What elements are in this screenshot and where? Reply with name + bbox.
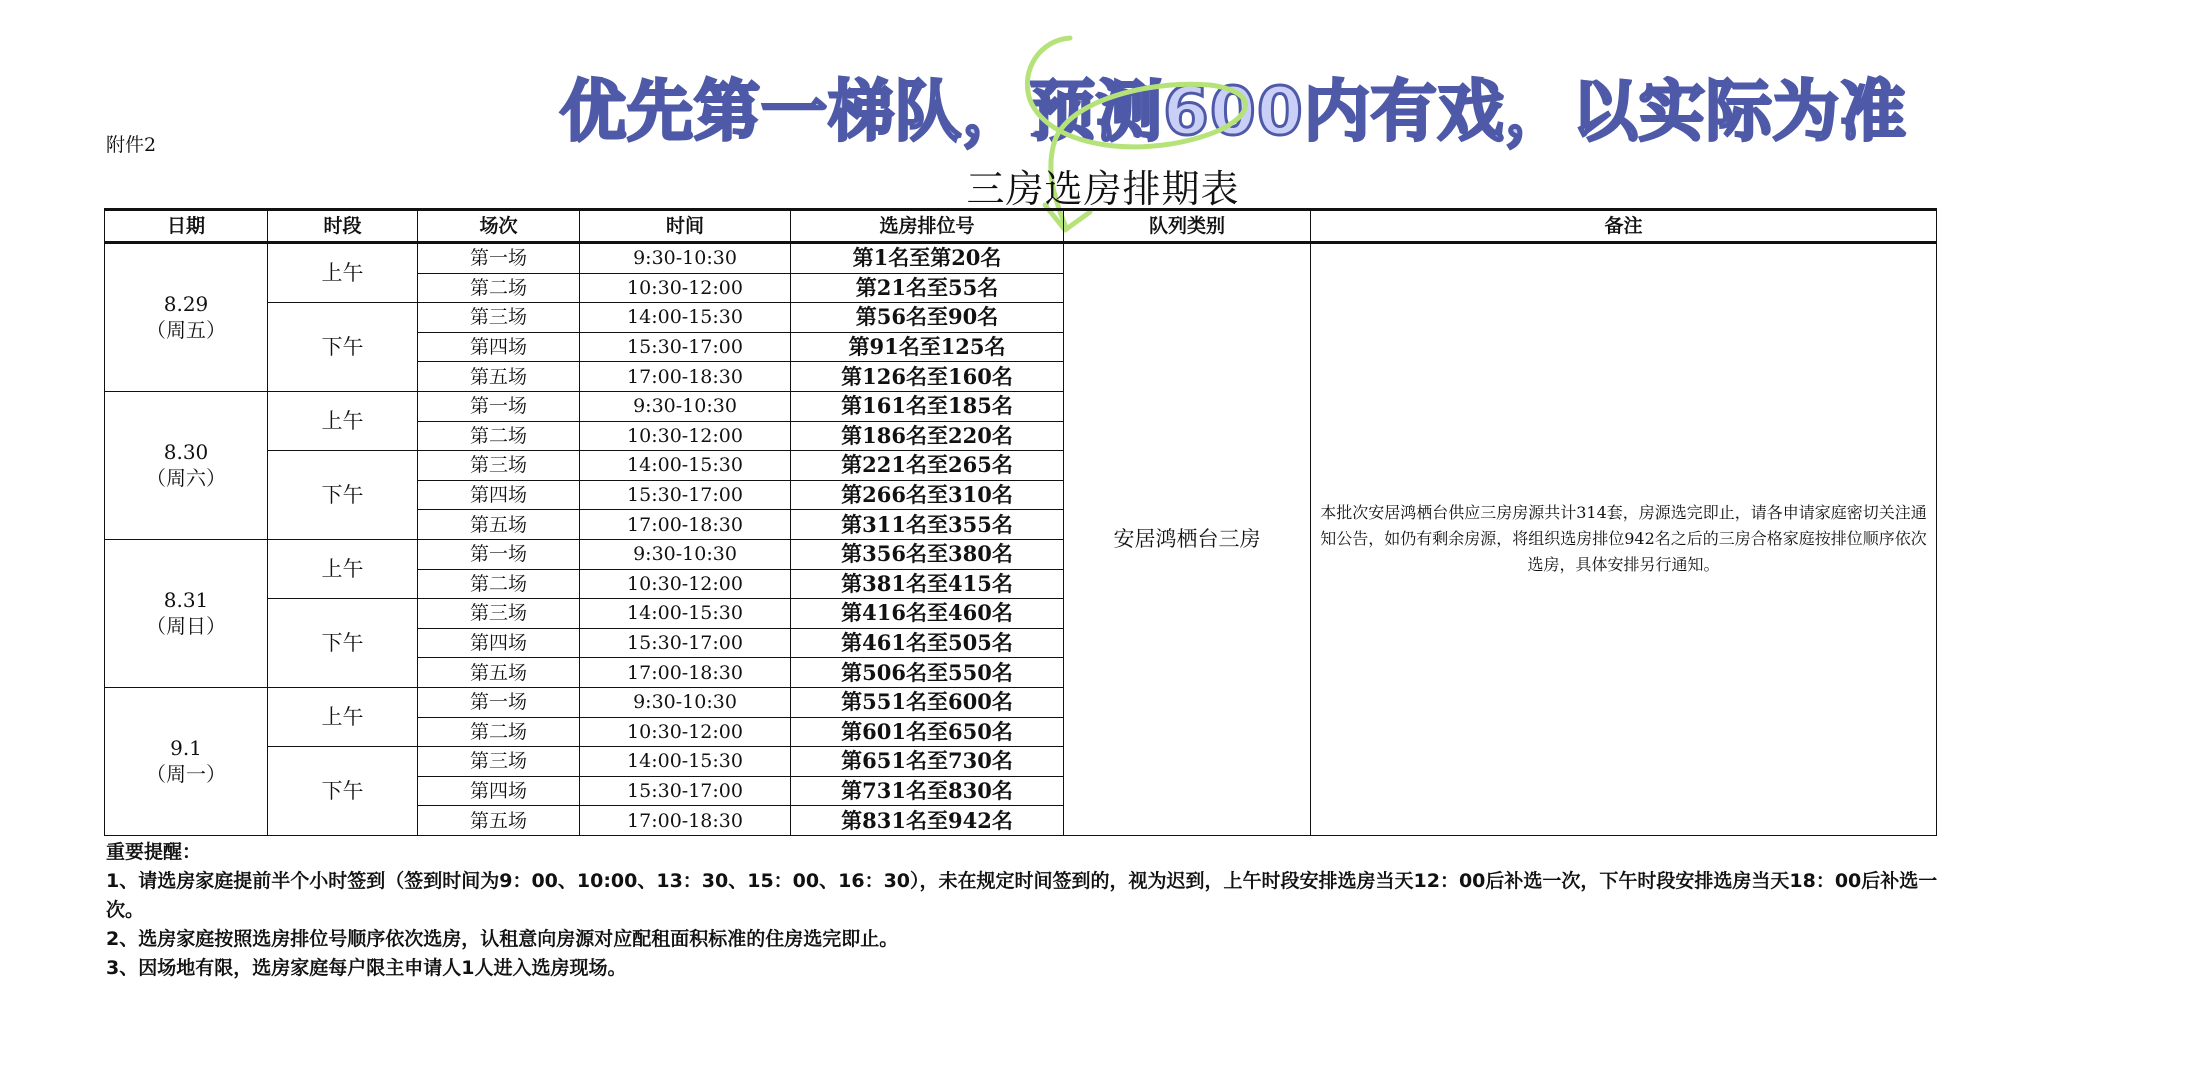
session-cell: 第四场 (418, 628, 580, 658)
rank-cell: 第1名至第20名 (791, 243, 1064, 274)
rank-cell: 第126名至160名 (791, 362, 1064, 392)
document-title: 三房选房排期表 (966, 167, 1240, 211)
header-date: 日期 (105, 210, 268, 243)
session-cell: 第五场 (418, 806, 580, 836)
time-cell: 17:00-18:30 (580, 362, 791, 392)
rank-cell: 第381名至415名 (791, 569, 1064, 599)
period-cell: 上午 (268, 243, 418, 303)
session-cell: 第一场 (418, 687, 580, 717)
time-cell: 14:00-15:30 (580, 303, 791, 333)
schedule-body (105, 243, 1937, 836)
time-cell: 15:30-17:00 (580, 628, 791, 658)
weekday-value: （周五） (146, 318, 226, 343)
note-item: 3、因场地有限，选房家庭每户限主申请人1人进入选房现场。 (106, 957, 627, 979)
session-cell: 第三场 (418, 599, 580, 629)
time-cell: 15:30-17:00 (580, 480, 791, 510)
table-row (105, 243, 1937, 274)
period-cell: 上午 (268, 391, 418, 450)
session-cell: 第四场 (418, 776, 580, 806)
date-value: 8.31 (163, 588, 209, 613)
session-cell: 第二场 (418, 569, 580, 599)
period-cell: 上午 (268, 687, 418, 746)
session-cell: 第一场 (418, 391, 580, 421)
time-cell: 17:00-18:30 (580, 806, 791, 836)
time-cell: 10:30-12:00 (580, 421, 791, 451)
note-item: 1、请选房家庭提前半个小时签到（签到时间为9：00、10:00、13：30、15：00、16：30），未在规定时间签到的，视为迟到，上午时段安排选房当天12：00后补选一次，下午时段安排选房当天18：00后补选一次。 (106, 870, 1938, 921)
time-cell: 14:00-15:30 (580, 451, 791, 481)
header-remark: 备注 (1311, 210, 1937, 243)
time-cell: 14:00-15:30 (580, 599, 791, 629)
rank-cell: 第506名至550名 (791, 658, 1064, 688)
rank-cell: 第831名至942名 (791, 806, 1064, 836)
time-cell: 10:30-12:00 (580, 273, 791, 303)
rank-cell: 第731名至830名 (791, 776, 1064, 806)
weekday-value: （周六） (146, 466, 226, 491)
remark-cell: 本批次安居鸿栖台供应三房房源共计314套，房源选完即止，请各申请家庭密切关注通知公告，如仍有剩余房源，将组织选房排位942名之后的三房合格家庭按排位顺序依次选房，具体安排另行通知。 (1311, 243, 1937, 836)
session-cell: 第一场 (418, 539, 580, 569)
weekday-value: （周一） (146, 762, 226, 787)
rank-cell: 第551名至600名 (791, 687, 1064, 717)
session-cell: 第一场 (418, 243, 580, 274)
period-cell: 下午 (268, 747, 418, 836)
session-cell: 第二场 (418, 273, 580, 303)
session-cell: 第五场 (418, 510, 580, 540)
rank-cell: 第91名至125名 (791, 332, 1064, 362)
time-cell: 9:30-10:30 (580, 539, 791, 569)
rank-cell: 第601名至650名 (791, 717, 1064, 747)
date-value: 8.30 (163, 440, 209, 465)
period-cell: 上午 (268, 539, 418, 598)
rank-cell: 第416名至460名 (791, 599, 1064, 629)
queue-type-cell: 安居鸿栖台三房 (1064, 243, 1311, 836)
overlay-caption: 优先第一梯队，预测600内有戏，以实际为准 (560, 73, 1907, 150)
session-cell: 第二场 (418, 717, 580, 747)
header-session: 场次 (418, 210, 580, 243)
weekday-value: （周日） (146, 614, 226, 639)
session-cell: 第四场 (418, 332, 580, 362)
date-cell (105, 539, 268, 687)
time-cell: 15:30-17:00 (580, 776, 791, 806)
notes-heading: 重要提醒： (106, 841, 202, 863)
time-cell: 10:30-12:00 (580, 717, 791, 747)
period-cell: 下午 (268, 451, 418, 540)
session-cell: 第三场 (418, 451, 580, 481)
rank-cell: 第221名至265名 (791, 451, 1064, 481)
date-cell (105, 687, 268, 835)
note-item: 2、选房家庭按照选房排位号顺序依次选房，认租意向房源对应配租面积标准的住房选完即止。 (106, 928, 899, 950)
date-cell (105, 243, 268, 392)
rank-cell: 第311名至355名 (791, 510, 1064, 540)
rank-cell: 第461名至505名 (791, 628, 1064, 658)
session-cell: 第四场 (418, 480, 580, 510)
rank-cell: 第186名至220名 (791, 421, 1064, 451)
time-cell: 9:30-10:30 (580, 243, 791, 274)
date-cell (105, 391, 268, 539)
table-header-row (105, 210, 1937, 243)
attachment-label: 附件2 (106, 134, 157, 156)
header-time: 时间 (580, 210, 791, 243)
header-rank: 选房排位号 (791, 210, 1064, 243)
header-queue-type: 队列类别 (1064, 210, 1311, 243)
session-cell: 第三场 (418, 303, 580, 333)
date-value: 9.1 (170, 736, 202, 761)
session-cell: 第五场 (418, 362, 580, 392)
important-notes (106, 838, 1946, 983)
date-value: 8.29 (163, 292, 209, 317)
time-cell: 14:00-15:30 (580, 747, 791, 777)
rank-cell: 第266名至310名 (791, 480, 1064, 510)
period-cell: 下午 (268, 599, 418, 688)
time-cell: 9:30-10:30 (580, 391, 791, 421)
time-cell: 10:30-12:00 (580, 569, 791, 599)
period-cell: 下午 (268, 303, 418, 392)
rank-cell: 第56名至90名 (791, 303, 1064, 333)
time-cell: 17:00-18:30 (580, 510, 791, 540)
time-cell: 15:30-17:00 (580, 332, 791, 362)
session-cell: 第三场 (418, 747, 580, 777)
rank-cell: 第356名至380名 (791, 539, 1064, 569)
session-cell: 第五场 (418, 658, 580, 688)
rank-cell: 第651名至730名 (791, 747, 1064, 777)
header-period: 时段 (268, 210, 418, 243)
time-cell: 9:30-10:30 (580, 687, 791, 717)
rank-cell: 第161名至185名 (791, 391, 1064, 421)
schedule-table (104, 208, 1937, 836)
rank-cell: 第21名至55名 (791, 273, 1064, 303)
session-cell: 第二场 (418, 421, 580, 451)
time-cell: 17:00-18:30 (580, 658, 791, 688)
